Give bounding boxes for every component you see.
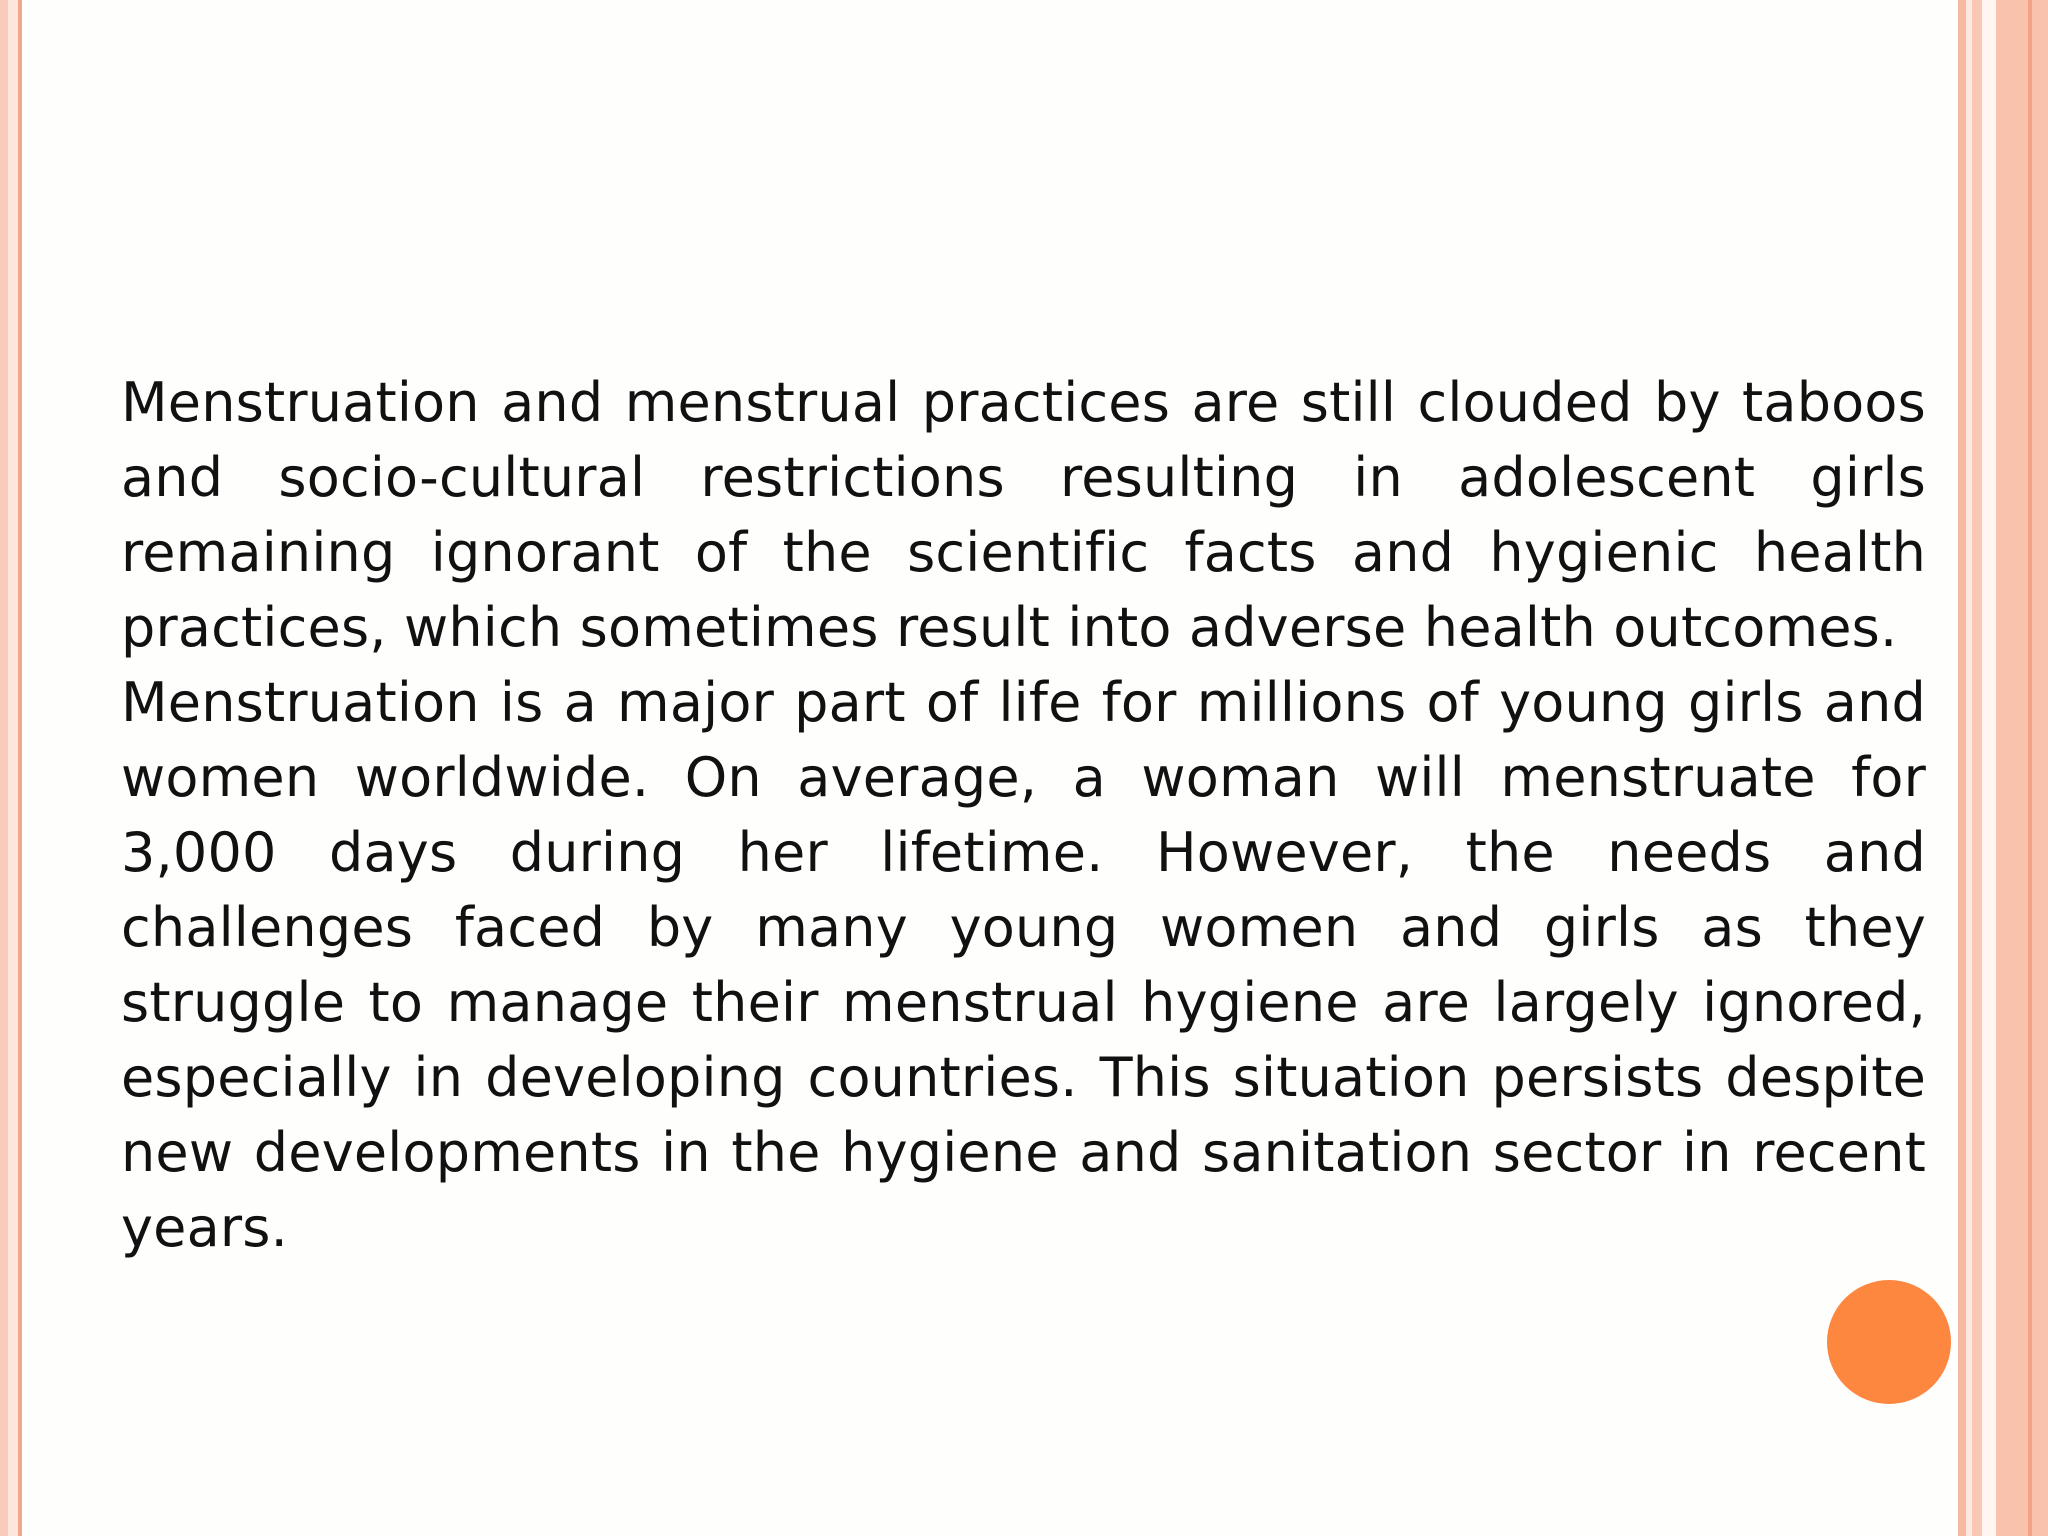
- slide-body: [121, 365, 1926, 1265]
- right-border-stripe-1: [1958, 0, 1966, 1536]
- left-border-stripe: [0, 0, 8, 1536]
- right-border-stripe-5: [1996, 0, 2048, 1536]
- right-border-stripe-4: [1982, 0, 1996, 1536]
- orange-circle-decoration: [1827, 1280, 1951, 1404]
- right-border-stripe-3: [1972, 0, 1982, 1536]
- paragraph-menstruation-facts: Menstruation is a major part of life for millions of young girls and women worldwide. On average, a woman will menstruate for 3,000 days during her lifetime. However, the needs and challenges faced by many young women and girls as they struggle to manage their menstrual hygiene are largely ignored, especially in developing countries. This situation persists despite new developments in the hygiene and sanitation sector in recent years.: [121, 671, 1926, 1259]
- paragraph-taboos: Menstruation and menstrual practices are still clouded by taboos and socio-cultural restrictions resulting in adolescent girls remaining ignorant of the scientific facts and hygienic health practices, which sometimes result into adverse health outcomes.: [121, 371, 1926, 659]
- left-border-band: [8, 0, 18, 1536]
- left-border-line: [18, 0, 22, 1536]
- right-border-stripe-6: [2028, 0, 2032, 1536]
